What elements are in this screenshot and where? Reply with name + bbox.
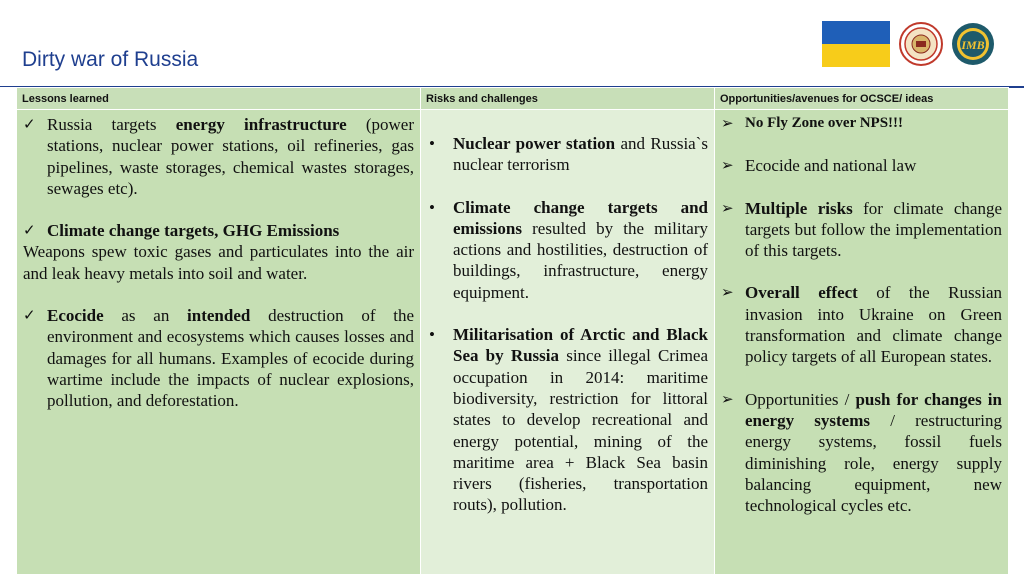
table-header-row [17, 88, 1009, 110]
opportunities-item-no-fly-zone: ➢ No Fly Zone over NPS!!! [721, 113, 1002, 134]
imb-seal-icon [951, 22, 995, 66]
column-header-lessons: Lessons learned [17, 88, 421, 110]
table-body-row [17, 110, 1009, 575]
risks-item-militarisation: • Militarisation of Arctic and Black Sea by Russia since illegal Crimea occupation in 2014: maritime biodiversity, restriction for littoral states to develop recreational and energy potential, mining of the maritime area + Black Sea basin rivers (fisheries, transportation routs), pollution. [429, 325, 709, 515]
arrowhead-bullet-icon: ➢ [721, 198, 734, 217]
risks-item-nuclear: • Nuclear power station and Russia`s nuclear terrorism [429, 134, 708, 175]
bullet-icon: • [429, 134, 435, 153]
checkmark-icon: ✓ [23, 115, 36, 133]
checkmark-icon: ✓ [23, 221, 36, 240]
bullet-icon: • [429, 197, 435, 217]
lessons-cell [17, 110, 421, 575]
lessons-item-climate-text: Weapons spew toxic gases and particulates into the air and leak heavy metals into soil and water. [23, 242, 414, 283]
checkmark-icon: ✓ [23, 306, 36, 325]
opportunities-cell [715, 110, 1009, 575]
ukraine-flag-icon [822, 21, 890, 67]
imb-seal-label: IMB [961, 38, 985, 52]
risks-cell [421, 110, 715, 575]
arrowhead-bullet-icon: ➢ [721, 283, 734, 302]
war-impact-table [16, 87, 1009, 575]
lessons-item-climate: ✓ Climate change targets, GHG Emissions [23, 221, 340, 241]
risks-item-climate: • Climate change targets and emissions resulted by the military actions and hostilities, destruction of buildings, infrastructure, energy equipment. [429, 197, 708, 302]
opportunities-item-overall-effect: ➢ Overall effect of the Russian invasion into Ukraine on Green transformation and climate change policy targets of all European states. [721, 283, 1002, 367]
arrowhead-bullet-icon: ➢ [721, 389, 734, 408]
opportunities-item-multiple-risks: ➢ Multiple risks for climate change targets but follow the implementation of this targets. [721, 198, 1002, 261]
column-header-opportunities: Opportunities/avenues for OCSCE/ ideas [715, 88, 1009, 110]
title-divider-accent [1008, 86, 1024, 88]
page-title: Dirty war of Russia [22, 48, 199, 71]
lessons-item-ecocide: ✓ Ecocide as an intended destruction of the environment and ecosystems which causes losses and damages for all humans. Examples of ecocide during wartime include the impacts of nuclear explosions, pollution, and deforestation. [23, 306, 414, 411]
university-seal-icon [899, 22, 943, 66]
column-header-risks: Risks and challenges [421, 88, 715, 110]
arrowhead-bullet-icon: ➢ [721, 156, 734, 175]
opportunities-item-ecocide-law: ➢ Ecocide and national law [721, 156, 917, 176]
opportunities-item-energy-systems: ➢ Opportunities / push for changes in energy systems / restructuring energy systems, fossil fuels diminishing role, energy supply balancing equipment, new technological cycles etc. [721, 389, 1002, 516]
lessons-item-energy: ✓ Russia targets energy infrastructure (power stations, nuclear power stations, oil refineries, gas pipelines, waste storages, chemical wastes storages, sewages etc). [23, 115, 414, 198]
bullet-icon: • [429, 325, 435, 345]
arrowhead-bullet-icon: ➢ [721, 114, 734, 132]
